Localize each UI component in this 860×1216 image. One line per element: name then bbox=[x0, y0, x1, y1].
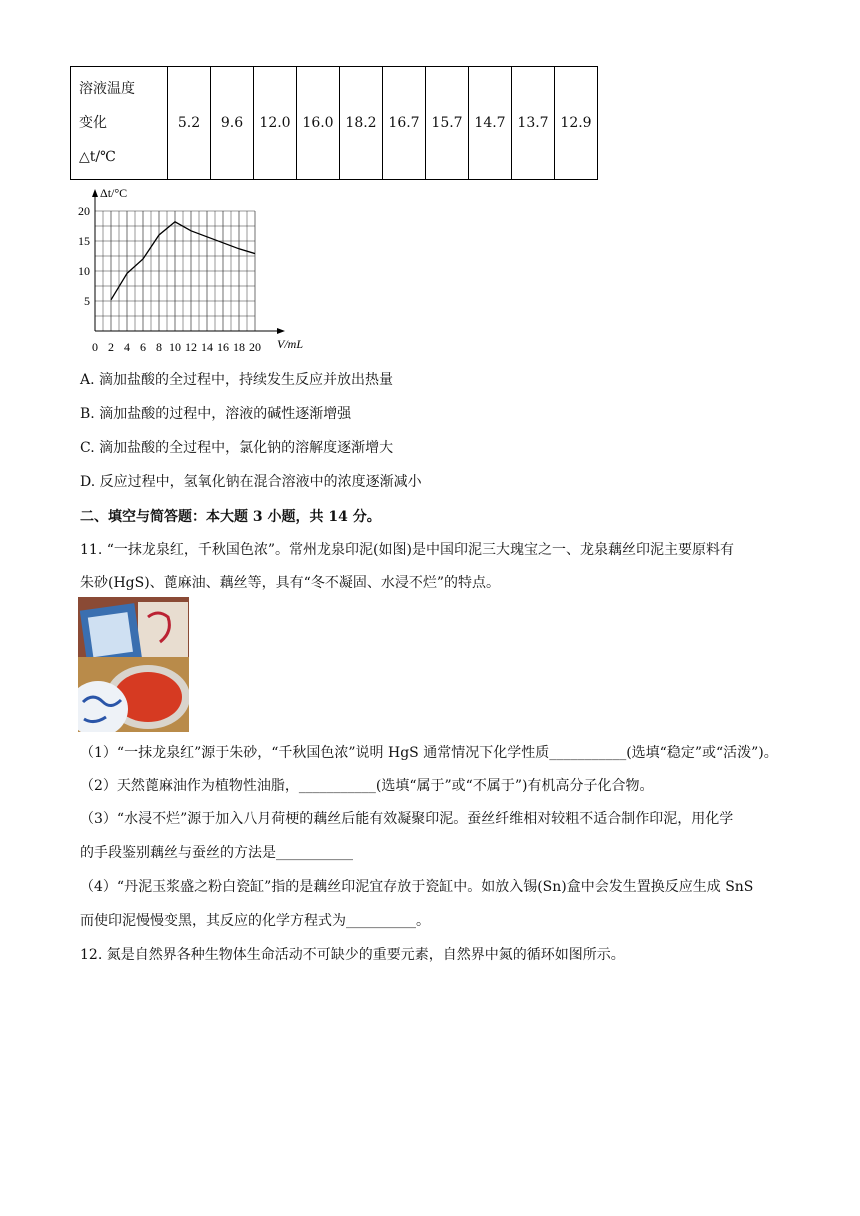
q12-text: 12. 氮是自然界各种生物体生命活动不可缺少的重要元素，自然界中氮的循环如图所示。 bbox=[80, 947, 625, 963]
option-a: A. 滴加盐酸的全过程中，持续发生反应并放出热量 bbox=[80, 372, 394, 388]
x-tick-label: 16 bbox=[217, 340, 229, 354]
x-tick-label: 10 bbox=[169, 340, 181, 354]
y-tick-label: 10 bbox=[78, 264, 90, 278]
table-cell: 12.9 bbox=[555, 67, 598, 180]
x-tick-label: 2 bbox=[108, 340, 114, 354]
table-cell: 16.0 bbox=[297, 67, 340, 180]
section-title: 二、填空与简答题：本大题 3 小题，共 14 分。 bbox=[80, 509, 381, 525]
x-tick-label: 0 bbox=[92, 340, 98, 354]
q11-sub4-line2: 而使印泥慢慢变黑，其反应的化学方程式为__________。 bbox=[80, 913, 430, 929]
table-cell: 12.0 bbox=[254, 67, 297, 180]
x-axis-label: V/mL bbox=[277, 337, 304, 351]
table-cell: 15.7 bbox=[426, 67, 469, 180]
option-c: C. 滴加盐酸的全过程中，氯化钠的溶解度逐渐增大 bbox=[80, 440, 394, 456]
x-axis-arrow bbox=[277, 328, 285, 334]
header-line: △t/℃ bbox=[79, 149, 116, 165]
table-cell: 14.7 bbox=[469, 67, 512, 180]
q11-line2: 朱砂(HgS)、蓖麻油、藕丝等，具有“冬不凝固、水浸不烂”的特点。 bbox=[80, 575, 500, 591]
y-tick-label: 15 bbox=[78, 234, 90, 248]
temperature-table bbox=[70, 66, 598, 180]
header-line: 溶液温度 bbox=[79, 81, 135, 97]
y-axis-arrow bbox=[92, 189, 98, 197]
table-cell: 5.2 bbox=[168, 67, 211, 180]
q11-sub1: （1）“一抹龙泉红”源于朱砂，“千秋国色浓”说明 HgS 通常情况下化学性质___________(选填“稳定”或“活泼”)。 bbox=[80, 745, 778, 761]
q11-sub3-line2: 的手段鉴别藕丝与蚕丝的方法是___________ bbox=[80, 845, 353, 861]
x-tick-label: 18 bbox=[233, 340, 245, 354]
table-cell: 9.6 bbox=[211, 67, 254, 180]
x-tick-label: 14 bbox=[201, 340, 213, 354]
y-tick-label: 20 bbox=[78, 204, 90, 218]
y-tick-label: 5 bbox=[84, 294, 90, 308]
option-d: D. 反应过程中，氢氧化钠在混合溶液中的浓度逐渐减小 bbox=[80, 474, 422, 490]
q11-sub2: （2）天然蓖麻油作为植物性油脂，___________(选填“属于”或“不属于”)有机高分子化合物。 bbox=[80, 778, 654, 794]
q11-sub4-line1: （4）“丹泥玉浆盛之粉白瓷缸”指的是藕丝印泥宜存放于瓷缸中。如放入锡(Sn)盒中会发生置换反应生成 SnS bbox=[80, 879, 754, 895]
table-cell: 18.2 bbox=[340, 67, 383, 180]
x-tick-label: 12 bbox=[185, 340, 197, 354]
y-axis-label: Δt/°C bbox=[100, 186, 128, 200]
table-row bbox=[71, 67, 598, 180]
table-header-cell bbox=[71, 67, 168, 180]
q11-line1: 11. “一抹龙泉红，千秋国色浓”。常州龙泉印泥(如图)是中国印泥三大瑰宝之一、龙泉藕丝印泥主要原料有 bbox=[80, 542, 734, 558]
x-tick-label: 8 bbox=[156, 340, 162, 354]
table-cell: 13.7 bbox=[512, 67, 555, 180]
yinni-photo bbox=[78, 597, 189, 732]
temperature-change-chart bbox=[70, 180, 340, 360]
x-tick-label: 6 bbox=[140, 340, 146, 354]
x-tick-label: 4 bbox=[124, 340, 130, 354]
option-b: B. 滴加盐酸的过程中，溶液的碱性逐渐增强 bbox=[80, 406, 352, 422]
header-line: 变化 bbox=[79, 115, 107, 131]
table-cell: 16.7 bbox=[383, 67, 426, 180]
q11-sub3-line1: （3）“水浸不烂”源于加入八月荷梗的藕丝后能有效凝聚印泥。蚕丝纤维相对较粗不适合制作印泥，用化学 bbox=[80, 811, 734, 827]
x-tick-label: 20 bbox=[249, 340, 261, 354]
